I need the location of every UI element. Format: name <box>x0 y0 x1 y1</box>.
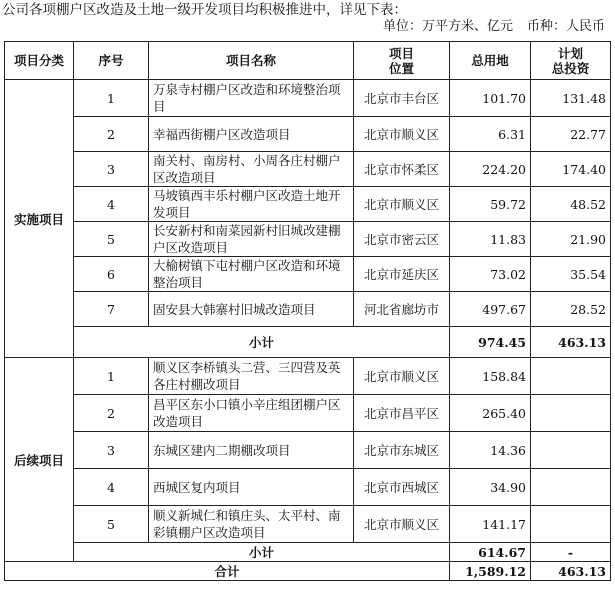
row-number: 7 <box>74 292 149 327</box>
row-number: 2 <box>74 117 149 152</box>
category-cell: 后续项目 <box>5 358 74 562</box>
header-no: 序号 <box>74 42 149 80</box>
project-location: 北京市丰台区 <box>354 80 450 117</box>
project-name: 万泉寺村棚户区改造和环境整治项目 <box>149 80 354 117</box>
total-row <box>5 562 611 581</box>
table-row <box>5 257 611 292</box>
table-row <box>5 222 611 257</box>
project-location: 北京市怀柔区 <box>354 152 450 187</box>
subtotal-land: 974.45 <box>450 327 531 358</box>
planned-investment <box>531 469 611 506</box>
project-name: 长安新村和南菜园新村旧城改建棚户区改造项目 <box>149 222 354 257</box>
project-name: 昌平区东小口镇小辛庄组团棚户区改造项目 <box>149 395 354 432</box>
project-name: 固安县大韩寨村旧城改造项目 <box>149 292 354 327</box>
project-location: 北京市密云区 <box>354 222 450 257</box>
planned-investment <box>531 395 611 432</box>
project-location: 北京市顺义区 <box>354 506 450 543</box>
row-number: 4 <box>74 187 149 222</box>
project-location: 北京市西城区 <box>354 469 450 506</box>
header-name: 项目名称 <box>149 42 354 80</box>
land-area: 14.36 <box>450 432 531 469</box>
total-land: 1,589.12 <box>450 562 531 581</box>
planned-investment: 131.48 <box>531 80 611 117</box>
table-row <box>5 395 611 432</box>
row-number: 6 <box>74 257 149 292</box>
project-location: 北京市延庆区 <box>354 257 450 292</box>
planned-investment: 48.52 <box>531 187 611 222</box>
subtotal-row <box>5 543 611 562</box>
total-label: 合计 <box>5 562 450 581</box>
header-location: 项目 位置 <box>354 42 450 80</box>
table-row <box>5 117 611 152</box>
project-table <box>4 41 611 581</box>
planned-investment: 28.52 <box>531 292 611 327</box>
land-area: 59.72 <box>450 187 531 222</box>
table-row <box>5 292 611 327</box>
project-name: 东城区建内二期棚改项目 <box>149 432 354 469</box>
land-area: 497.67 <box>450 292 531 327</box>
table-row <box>5 187 611 222</box>
project-name: 马坡镇西丰乐村棚户区改造土地开发项目 <box>149 187 354 222</box>
table-row <box>5 80 611 117</box>
row-number: 3 <box>74 432 149 469</box>
header-row <box>5 42 611 80</box>
project-name: 南关村、南房村、小周各庄村棚户区改造项目 <box>149 152 354 187</box>
project-name: 幸福西街棚户区改造项目 <box>149 117 354 152</box>
land-area: 6.31 <box>450 117 531 152</box>
table-row <box>5 469 611 506</box>
subtotal-land: 614.67 <box>450 543 531 562</box>
planned-investment: 174.40 <box>531 152 611 187</box>
total-invest: 463.13 <box>531 562 611 581</box>
header-category: 项目分类 <box>5 42 74 80</box>
currency-label: 币种：人民币 <box>526 19 605 34</box>
row-number: 4 <box>74 469 149 506</box>
unit-label: 单位：万平方米、亿元 <box>382 19 513 34</box>
planned-investment <box>531 506 611 543</box>
subtotal-row <box>5 327 611 358</box>
header-land: 总用地 <box>450 42 531 80</box>
land-area: 73.02 <box>450 257 531 292</box>
project-location: 河北省廊坊市 <box>354 292 450 327</box>
land-area: 34.90 <box>450 469 531 506</box>
project-location: 北京市顺义区 <box>354 187 450 222</box>
project-location: 北京市顺义区 <box>354 358 450 395</box>
table-row <box>5 506 611 543</box>
subtotal-label: 小计 <box>74 543 450 562</box>
row-number: 5 <box>74 222 149 257</box>
unit-line <box>369 19 605 35</box>
land-area: 11.83 <box>450 222 531 257</box>
project-name: 大榆树镇下屯村棚户区改造和环境整治项目 <box>149 257 354 292</box>
row-number: 1 <box>74 80 149 117</box>
project-location: 北京市顺义区 <box>354 117 450 152</box>
table-row <box>5 152 611 187</box>
planned-investment <box>531 432 611 469</box>
table-body <box>5 80 611 581</box>
project-name: 顺义新城仁和镇庄头、太平村、南彩镇棚户区改造项目 <box>149 506 354 543</box>
intro-text: 公司各项棚户区改造及土地一级开发项目均积极推进中，详见下表： <box>2 2 407 18</box>
land-area: 158.84 <box>450 358 531 395</box>
category-cell: 实施项目 <box>5 80 74 358</box>
row-number: 1 <box>74 358 149 395</box>
planned-investment: 35.54 <box>531 257 611 292</box>
land-area: 141.17 <box>450 506 531 543</box>
subtotal-invest: - <box>531 543 611 562</box>
project-name: 西城区复内项目 <box>149 469 354 506</box>
row-number: 2 <box>74 395 149 432</box>
planned-investment <box>531 358 611 395</box>
header-invest: 计划 总投资 <box>531 42 611 80</box>
land-area: 101.70 <box>450 80 531 117</box>
land-area: 224.20 <box>450 152 531 187</box>
project-location: 北京市昌平区 <box>354 395 450 432</box>
project-name: 顺义区李桥镇头二营、三四营及英各庄村棚改项目 <box>149 358 354 395</box>
subtotal-invest: 463.13 <box>531 327 611 358</box>
row-number: 5 <box>74 506 149 543</box>
table-row <box>5 432 611 469</box>
planned-investment: 22.77 <box>531 117 611 152</box>
subtotal-label: 小计 <box>74 327 450 358</box>
project-location: 北京市东城区 <box>354 432 450 469</box>
table-row <box>5 358 611 395</box>
land-area: 265.40 <box>450 395 531 432</box>
planned-investment: 21.90 <box>531 222 611 257</box>
row-number: 3 <box>74 152 149 187</box>
